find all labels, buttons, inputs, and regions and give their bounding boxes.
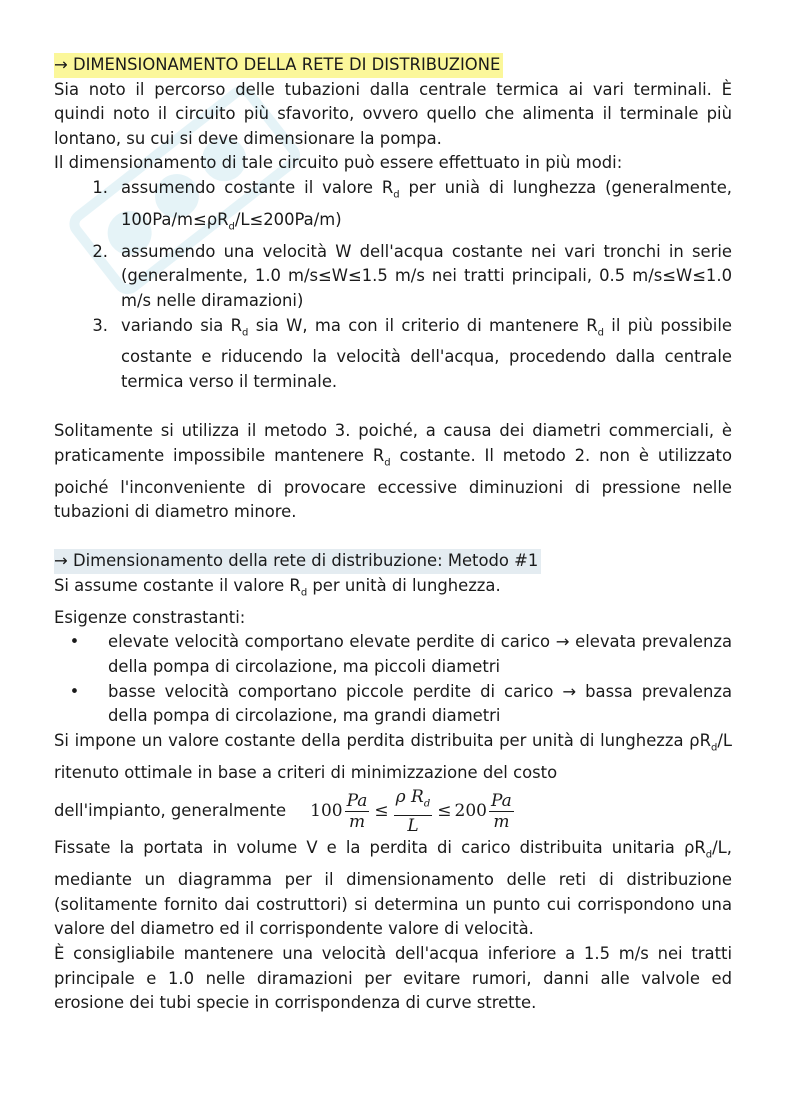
document-page — [54, 53, 732, 1016]
fixed-paragraph: Fissate la portata in volume V e la perdita di carico distribuita unitaria $\rho R_d/L$, mediante un diagramma per il dimensionamento delle reti di distribuzione (solitamente fornito dai costruttori) si determina un punto cui corrispondono una valore del diametro ed il corrispondente valore di velocità. — [54, 838, 732, 939]
formula-le-2: ≤ — [437, 801, 452, 821]
formula-right-fraction: $\frac{Pa}{m}$ — [490, 790, 512, 832]
needs-list — [54, 630, 732, 728]
method-2-text: assumendo una velocità W dell'acqua costante nei vari tronchi in serie (generalmente, 1.0 m/s≤W≤1.5 m/s nei tratti principali, 0.5 m/s≤W≤1.0 m/s nelle diramazioni) — [121, 241, 732, 310]
section2-line1: Si assume costante il valore $R_d$ per unità di lunghezza. — [54, 576, 501, 599]
section2-heading-line — [54, 549, 732, 574]
impose-paragraph: Si impone un valore costante della perdita distribuita per unità di lunghezza $\rho R_d/L$ ritenuto ottimale in base a criteri di minimizzazione del costo — [54, 730, 732, 782]
formula-mid-fraction: $\frac{\rho R_d}{L}$ — [395, 787, 431, 836]
list-item — [54, 630, 732, 679]
method-3-text: variando sia $R_d$ sia W, ma con il criterio di mantenere $R_d$ il più possibile costante e riducendo la velocità dell'acqua, procedendo dalla centrale termica verso il terminale. — [121, 315, 732, 391]
formula-lead: dell'impianto, generalmente — [54, 801, 287, 821]
list-item — [54, 680, 732, 729]
bullet-text: basse velocità comportano piccole perdite di carico → bassa prevalenza della pompa di circolazione, ma grandi diametri — [108, 681, 732, 726]
list-item — [54, 240, 732, 314]
needs-title: Esigenze constrastanti: — [54, 607, 246, 627]
list-item — [54, 176, 732, 240]
formula — [310, 787, 516, 835]
bullet-text: elevate velocità comportano elevate perdite di carico → elevata prevalenza della pompa di circolazione, ma piccoli diametri — [108, 632, 732, 677]
formula-right-value: 200 — [454, 801, 487, 821]
list-marker: 1. — [92, 177, 108, 197]
section1-heading: → DIMENSIONAMENTO DELLA RETE DI DISTRIBUZIONE — [54, 53, 503, 78]
bullet-marker: • — [69, 632, 80, 652]
methods-intro: Il dimensionamento di tale circuito può essere effettuato in più modi: — [54, 153, 623, 173]
list-marker: 2. — [92, 241, 108, 261]
section1-heading-line — [54, 53, 732, 78]
list-marker: 3. — [92, 315, 108, 335]
formula-line — [54, 786, 732, 836]
formula-left-value: 100 — [310, 801, 343, 821]
formula-left-fraction: $\frac{Pa}{m}$ — [346, 790, 368, 832]
methods-list — [54, 176, 732, 395]
section2-heading: → Dimensionamento della rete di distribuzione: Metodo #1 — [54, 549, 541, 574]
method-1-text: assumendo costante il valore $R_d$ per unià di lunghezza (generalmente, $100Pa/m\le\rho R_d/L\le 200Pa/m$) — [121, 177, 732, 233]
section1-intro: Sia noto il percorso delle tubazioni dalla centrale termica ai vari terminali. È quindi noto il circuito più sfavorito, ovvero quello che alimenta il terminale più lontano, su cui si deve dimensionare la pompa. — [54, 79, 732, 148]
formula-le-1: ≤ — [374, 801, 389, 821]
advice-paragraph: È consigliabile mantenere una velocità dell'acqua inferiore a 1.5 m/s nei tratti principale e 1.0 nelle diramazioni per evitare rumori, danni alle valvole ed erosione dei tubi specie in corrispondenza di curve strette. — [54, 943, 732, 1013]
bullet-marker: • — [69, 681, 80, 701]
list-item — [54, 314, 732, 395]
section1-conclusion: Solitamente si utilizza il metodo 3. poiché, a causa dei diametri commerciali, è praticamente impossibile mantenere $R_d$ costante. Il metodo 2. non è utilizzato poiché l'inconveniente di provocare eccessive diminuzioni di pressione nelle tubazioni di diametro minore. — [54, 421, 732, 522]
